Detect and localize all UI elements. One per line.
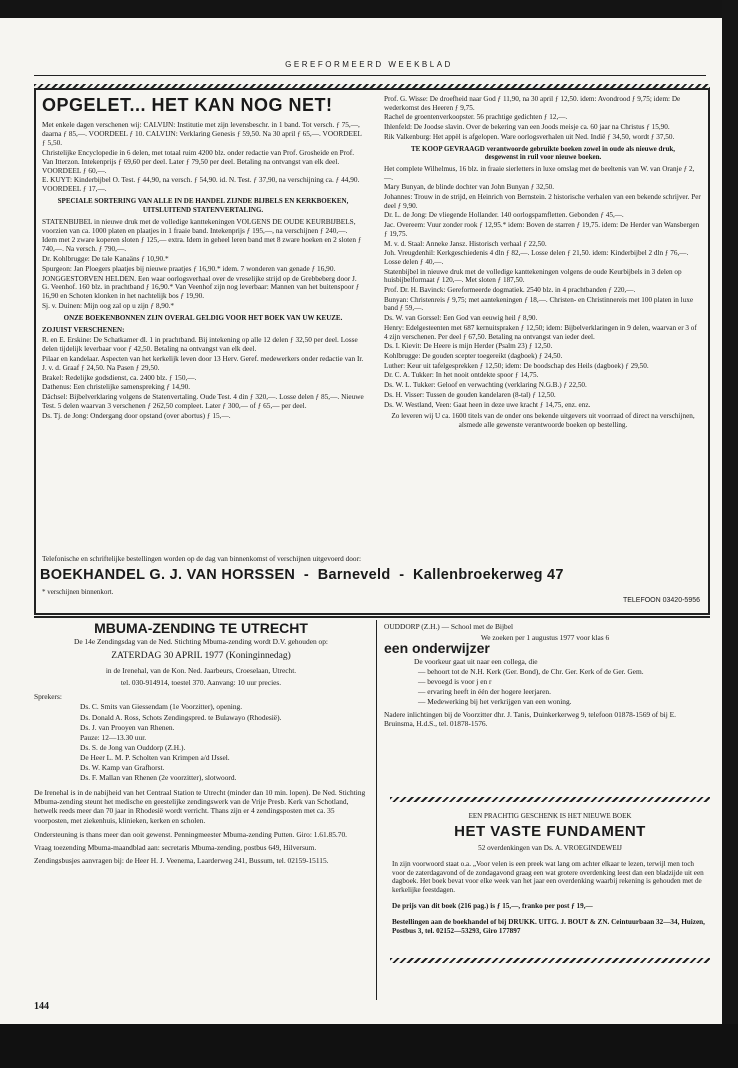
ad-item: Ds. W. van Gorssel: Een God van eeuwig heil ƒ 8,90. — [384, 314, 538, 323]
ad-item: M. v. d. Staal: Anneke Jansz. Historisch verhaal ƒ 22,50. — [384, 239, 547, 248]
speaker-item: Pauze: 12—13.30 uur. — [80, 732, 147, 742]
ad-item: Ds. H. Visser: Tussen de gouden kandelaren (8-tal) ƒ 12,50. — [384, 390, 556, 399]
ad-item: Statenbijbel in nieuwe druk met de volledige kanttekeningen volgens de oude Keurbijbels in 3 delen op huisbijbelformaat ƒ 120,—. Met sloten ƒ 187,50. — [384, 267, 682, 285]
ad-item: Sj. v. Duinen: Mijn oog zal op u zijn ƒ 8,90.* — [42, 301, 175, 311]
book-order-info: Bestellingen aan de boekhandel of bij DRUKK. UITG. J. BOUT & ZN. Ceintuurbaan 32—34, Huizen, Postbus 3, tel. 02152—53293, Giro 177897 — [392, 918, 705, 935]
ad-item: Dr. Kohlbrugge: De tale Kanaäns ƒ 10,90.* — [42, 253, 169, 263]
mbuma-announcement — [34, 622, 368, 866]
speaker-item: De Heer L. M. P. Scholten van Krimpen a/d IJssel. — [80, 752, 230, 762]
requirement-item: — ervaring heeft in één der hogere leerjaren. — [418, 687, 551, 696]
ad-section-heading: TE KOOP GEVRAAGD verantwoorde gebruikte boeken zowel in oude als nieuwe druk, desgewenst in ruil voor nieuwe boeken. — [410, 144, 676, 162]
book-kicker: EEN PRACHTIG GESCHENK IS HET NIEUWE BOEK — [468, 812, 632, 820]
shop-dash: - — [394, 567, 409, 583]
shop-street: Kallenbroekerweg 47 — [413, 567, 564, 583]
requirement-item: — Medewerking bij het verkrijgen van een woning. — [418, 697, 572, 706]
ad-item: Dächsel: Bijbelverklaring volgens de Statenvertaling. Oude Test. 4 din ƒ 320,—. Losse delen ƒ 85,—. Nieuwe Test. 5 delen waarvan 3 verschenen ƒ 262,50 compleet. Later ƒ 300,— of ƒ 65,— per deel. — [42, 392, 364, 411]
ad-closing-note: Zo leveren wij U ca. 1600 titels van de onder ons bekende uitgevers uit voorraad of direct na verschijnen, alsmede alle gewenste verantwoorde boeken op bestelling. — [391, 412, 695, 429]
mbuma-paragraph: De Irenehal is in de nabijheid van het Centraal Station te Utrecht (minder dan 10 min. lopen). De Ned. Stichting Mbuma-zending steunt het medische en geestelijke zendingswerk van de Vrije Presb. Kerk van Schotland, hetwelk reeds meer dan 70 jaar in Rhodesië wordt verricht. Thans zijn er 4 zendingsposten met ca. 35 voorposten, met ziekenhuis, klinieken, kerken en scholen. — [34, 788, 366, 825]
shop-telephone: TELEFOON 03420-5956 — [622, 597, 700, 604]
speaker-item: Ds. F. Mallan van Rhenen (2e voorzitter), slotwoord. — [80, 773, 237, 783]
scan-border-bottom — [0, 1024, 738, 1068]
ad-item: Pilaar en kandelaar. Aspecten van het kerkelijk leven door 13 Herv. Geref. medewerkers onder redactie van Ir. J. v. d. Graaf ƒ 24,50. Na Pasen ƒ 29,50. — [42, 353, 364, 372]
ad-item: Rik Valkenburg: Het appèl is afgelopen. Ware oorlogsverhalen uit Ned. Indië ƒ 34,50, wordt ƒ 37,50. — [384, 132, 675, 141]
shop-city: Barneveld — [317, 567, 391, 583]
ad-item: Joh. Vreugdenhil: Kerkgeschiedenis 4 dln ƒ 82,—. Losse delen ƒ 21,50. idem: Kinderbijbel 2 dln ƒ 76,—. Losse delen ƒ 40,—. — [384, 249, 689, 266]
bookshop-ad-left-column — [42, 95, 364, 422]
header-rule — [34, 75, 706, 76]
ad-item: Henry: Edelgesteenten met 687 kernuitspraken ƒ 12,50; idem: Bijbelverklaringen in 9 delen, waarvan er 3 of 4 zijn verschenen. Per deel ƒ 67,50. Betaling na ontvangst van ieder deel. — [384, 323, 697, 341]
speaker-item: Ds. W. Kamp van Grafhorst. — [80, 763, 165, 773]
shop-address-line — [40, 567, 700, 583]
requirement-item: — behoort tot de N.H. Kerk (Ger. Bond), de Chr. Ger. Kerk of de Ger. Gem. — [418, 667, 644, 676]
bookshop-ad-right-column — [384, 95, 702, 431]
ad-item: Christelijke Encyclopedie in 6 delen, met totaal ruim 4200 blz. onder redactie van Prof. Grosheide en Prof. Van Itterzon. Intekenprijs ƒ 69,60 per deel. Later ƒ 79,50 per deel. Betaling na ontvangst van elk deel. VOORDEEL ƒ 60,—. — [42, 147, 355, 175]
ad-item: Luther: Keur uit tafelgesprekken ƒ 12,50; idem: De boodschap des Heils (dagboek) ƒ 29,50. — [384, 361, 649, 370]
ad-item: E. KUYT: Kinderbijbel O. Test. ƒ 44,90, na versch. ƒ 54,90. id. N. Test. ƒ 37,90, na verschijning ca. ƒ 44,90. VOORDEEL ƒ 17,—. — [42, 175, 360, 194]
mbuma-paragraph: Vraag toezending Mbuma-maandblad aan: secretaris Mbuma-zending, postbus 649, Hilversum. — [34, 842, 317, 852]
mbuma-venue: in de Irenehal, van de Kon. Ned. Jaarbeurs, Croeselaan, Utrecht. — [105, 666, 297, 676]
ad-item: R. en E. Erskine: De Schatkamer dl. 1 in prachtband. Bij intekening op alle 12 delen ƒ 32,50 per deel. Losse delen tijdelijk leverbaar voor ƒ 42,50. Betaling na ontvangst van elk deel. — [42, 334, 358, 353]
ad-item: Ds. W. Westland, Veen: Gaat heen in deze uwe kracht ƒ 14,75, enz. enz. — [384, 400, 591, 409]
book-title: HET VASTE FUNDAMENT — [454, 822, 646, 840]
section-divider — [34, 616, 710, 618]
column-divider — [376, 620, 377, 1000]
ad-item: Johannes: Trouw in de strijd, en Heinrich von Bernstein. 2 historische verhalen van een bekende schrijver. Per deel ƒ 9,90. — [384, 193, 701, 210]
vacancy-seek: We zoeken per 1 augustus 1977 voor klas 6 — [480, 633, 610, 642]
mbuma-paragraph: Ondersteuning is thans meer dan ooit gewenst. Penningmeester Mbuma-zending Putten. Giro: 1.61.85.70. — [34, 829, 348, 839]
book-subtitle: 52 overdenkingen van Ds. A. VROEGINDEWEIJ — [478, 843, 622, 852]
ad-item: Dathenus: Een christelijke samenspreking ƒ 14,90. — [42, 382, 191, 392]
book-ad-content — [392, 805, 708, 943]
ad-item: Ds. Tj. de Jong: Ondergang door opstand (over abortus) ƒ 15,—. — [42, 411, 231, 421]
speakers-label: Sprekers: — [34, 692, 62, 702]
speaker-item: Ds. J. van Prooyen van Rhenen. — [80, 722, 175, 732]
requirement-item: — bevoegd is voor j en r — [418, 677, 492, 686]
shop-dash: - — [299, 567, 314, 583]
book-ad-fundament — [390, 797, 710, 963]
ad-item: Spurgeon: Jan Ploegers plaatjes bij nieuwe praatjes ƒ 16,90.* idem. 7 wonderen van genade ƒ 16,90. — [42, 263, 336, 273]
speaker-item: Ds. S. de Jong van Ouddorp (Z.H.). — [80, 742, 186, 752]
vacancy-header: OUDDORP (Z.H.) — School met de Bijbel — [384, 622, 514, 631]
ad-item: Brakel: Redelijke godsdienst, ca. 2400 blz. ƒ 150,—. — [42, 372, 197, 382]
ad-item: Kohlbrugge: De gouden scepter toegereikt (dagboek) ƒ 24,50. — [384, 351, 563, 360]
running-head: GEREFORMEERD WEEKBLAD — [285, 60, 453, 69]
mbuma-title: MBUMA-ZENDING TE UTRECHT — [94, 620, 308, 636]
mbuma-date: ZATERDAG 30 APRIL 1977 (Koninginnedag) — [111, 651, 291, 662]
order-note: Telefonische en schriftelijke bestellingen worden op de dag van binnenkomst of verschijnen uitgevoerd door: — [42, 554, 362, 563]
ad-item: Dr. C. A. Tukker: In het nooit ontdekte spoor ƒ 14,75. — [384, 371, 539, 380]
ad-section-heading: ONZE BOEKENBONNEN ZIJN OVERAL GELDIG VOOR HET BOEK VAN UW KEUZE. — [63, 314, 343, 323]
ad-item: STATENBIJBEL in nieuwe druk met de volledige kanttekeningen VOLGENS DE OUDE KEURBIJBELS, voorzien van ca. 1000 platen en plaatjes in 1 fraaie band. Intekenprijs ƒ 195,—, na verschijnen ƒ 240,—. Idem met 2 zware koperen sloten ƒ 125,— extra. Idem in geheel leren band met 8 zware hoeken en 2 sloten ƒ 740,—. Na versch. ƒ 790,—. — [42, 217, 362, 253]
ad-item: Dr. L. de Jong: De vliegende Hollander. 140 oorlogspamfletten. Gebonden ƒ 45,—. — [384, 211, 624, 220]
ad-item: Prof. Dr. H. Bavinck: Gereformeerde dogmatiek. 2540 blz. in 4 prachtbanden ƒ 220,—. — [384, 286, 636, 295]
ad-item: Bunyan: Christenreis ƒ 9,75; met aantekeningen ƒ 18,—. Christen- en Christinnereis met 100 platen in luxe band ƒ 59,—. — [384, 295, 694, 313]
scan-border-right — [722, 0, 738, 1068]
book-description: In zijn voorwoord staat o.a. „Voor velen is een preek wat lang om achter elkaar te lezen, terwijl men toch voor de zaterdagavond of de zondagavond graag een wat grotere overdenking leest dan een bladzijde uit een dagboek. Het boek bevat voor elke week van het jaar een overdenking waarbij rekening is gehouden met de kerkelijke feestdagen. — [392, 859, 704, 895]
vacancy-info: Nadere inlichtingen bij de Voorzitter dhr. J. Tanis, Duinkerkerweg 9, telefoon 01878-1569 of bij E. Bruinsma, H.d.S., tel. 01878-1576. — [384, 710, 676, 728]
ad-headline: OPGELET... HET KAN NOG NET! — [42, 95, 333, 115]
speaker-item: Ds. Donald A. Ross, Schots Zendingspred. te Bulawayo (Rhodesië). — [80, 712, 282, 722]
ad-item: Ds. I. Kievit: De Heere is mijn Herder (Psalm 23) ƒ 12,50. — [384, 342, 553, 351]
ad-item: Prof. G. Wisse: De droefheid naar God ƒ 11,90, na 30 april ƒ 12,50. idem: Avondrood ƒ 9,75; idem: De wederkomst des Heeren ƒ 9,75. — [384, 95, 681, 112]
ad-item: Ds. W. L. Tukker: Geloof en verwachting (verklaring N.G.B.) ƒ 22,50. — [384, 381, 587, 390]
page-number: 144 — [34, 1001, 49, 1012]
ad-item: Jac. Overeem: Vuur zonder rook ƒ 12,95.* idem: Boven de starren ƒ 19,75. idem: De Herder van Wansbergen ƒ 19,75. — [384, 221, 700, 238]
mbuma-tel: tel. 030-914914, toestel 370. Aanvang: 10 uur precies. — [120, 678, 282, 688]
ad-item: Ihlenfeld: De Joodse slavin. Over de bekering van een Joods meisje ca. 60 jaar na Christus ƒ 15,90. — [384, 123, 670, 132]
ad-section-heading: ZOJUIST VERSCHENEN: — [42, 326, 125, 335]
vacancy-title: een onderwijzer — [384, 640, 490, 656]
ad-section-heading: SPECIALE SORTERING VAN ALLE IN DE HANDEL ZIJNDE BIJBELS EN KERKBOEKEN, UITSLUITEND STATENVERTALING. — [57, 197, 349, 215]
footnote: * verschijnen binnenkort. — [42, 588, 114, 596]
shop-name: BOEKHANDEL G. J. VAN HORSSEN — [40, 567, 296, 583]
ad-item: JONGGESTORVEN HELDEN. Een waar oorlogsverhaal over de vreselijke strijd op de Grebbeberg door J. G. Veenhof. 160 blz. in prachtband ƒ 16,90.* Van Veenhof zijn nog leverbaar: Mannen van het buitenspoor ƒ 16,90 en Schoten klonken in het nachtelijk bos ƒ 19,90. — [42, 273, 360, 301]
vacancy-requirements — [418, 667, 706, 706]
speakers-list — [80, 702, 368, 782]
speaker-item: Ds. C. Smits van Giessendam (1e Voorzitter), opening. — [80, 702, 243, 712]
book-price: De prijs van dit boek (216 pag.) is ƒ 15,—, franko per post ƒ 19,— — [392, 902, 593, 911]
scan-border-top — [0, 0, 738, 18]
ad-item: Mary Bunyan, de blinde dochter van John Bunyan ƒ 32,50. — [384, 183, 555, 192]
ad-item: Het complete Wilhelmus, 16 blz. in fraaie sierletters in luxe omslag met de beeltenis van W. van Oranje ƒ 2,—. — [384, 164, 695, 182]
ad-item: Rachel de groentenverkoopster. 56 prachtige gedichten ƒ 12,—. — [384, 113, 568, 122]
ad-item: Met enkele dagen verschenen wij: CALVIJN: Institutie met zijn levensbeschr. in 1 band. Tot versch. ƒ 75,—, daarna ƒ 85,—. VOORDEEL ƒ 10. CALVIJN: Verklaring Genesis ƒ 59,50. Na 30 april ƒ 65,—. VOORDEEL ƒ 5,50. — [42, 120, 362, 147]
mbuma-intro: De 14e Zendingsdag van de Ned. Stichting Mbuma-zending wordt D.V. gehouden op: — [74, 637, 328, 647]
vacancy-preference: De voorkeur gaat uit naar een collega, die — [414, 657, 538, 666]
teacher-vacancy — [384, 622, 706, 729]
zigzag-border-top — [390, 797, 710, 802]
zigzag-border-bottom — [390, 958, 710, 963]
mbuma-paragraph: Zendingsbusjes aanvragen bij: de Heer H. J. Veenema, Laarderweg 241, Bussum, tel. 02159-15115. — [34, 855, 329, 865]
